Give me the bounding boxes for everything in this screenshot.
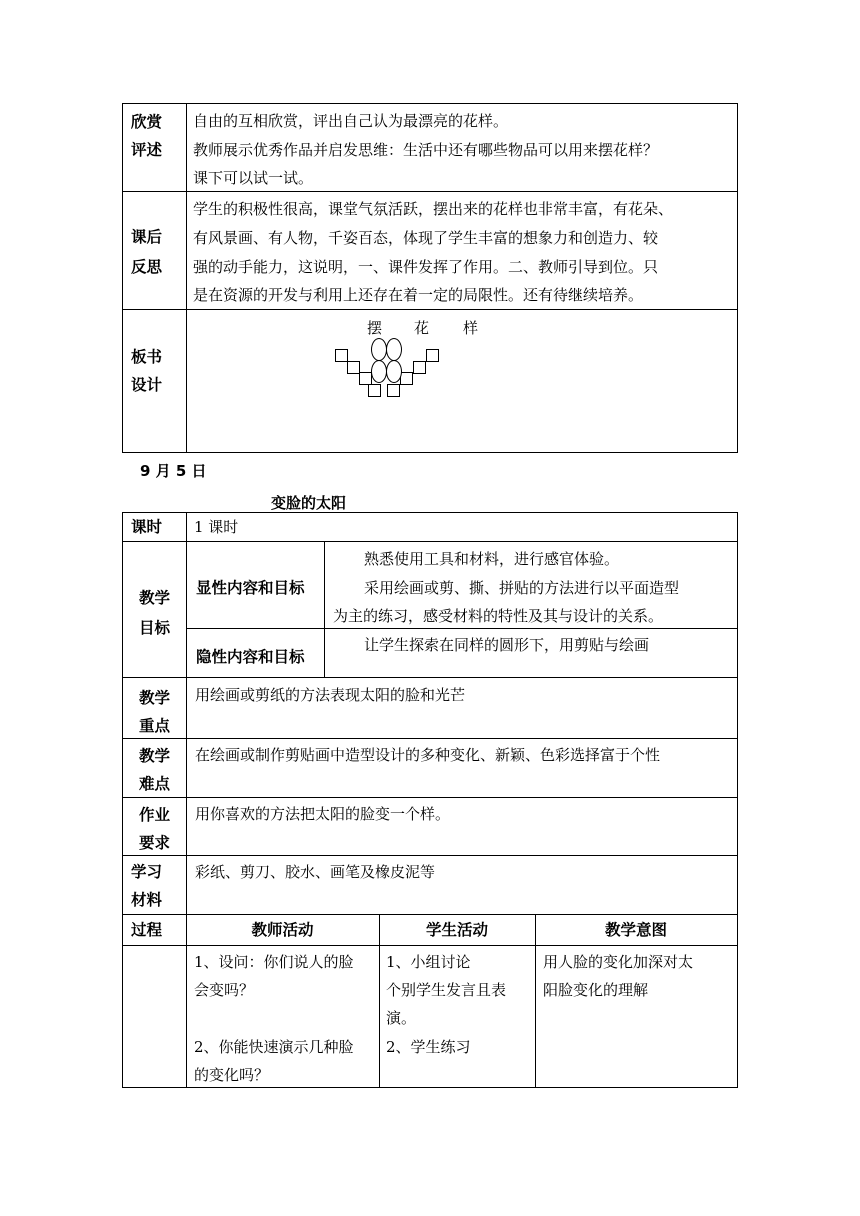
label-line: 教学 xyxy=(139,747,171,765)
explicit-goals-label: 显性内容和目标 xyxy=(196,579,305,597)
student-activity-header: 学生活动 xyxy=(425,921,488,939)
teaching-intent-header: 教学意图 xyxy=(604,921,667,939)
text-line: 会变吗？ xyxy=(194,981,255,999)
oval-shape xyxy=(371,360,387,383)
title-char: 样 xyxy=(463,319,479,337)
label-line: 设计 xyxy=(131,376,163,394)
label-line: 要求 xyxy=(139,834,171,852)
key-value: 用绘画或剪纸的方法表现太阳的脸和光芒 xyxy=(195,686,466,704)
homework-value: 用你喜欢的方法把太阳的脸变一个样。 xyxy=(195,805,451,823)
label-line: 重点 xyxy=(139,717,171,735)
date-text: 9 月 5 日 xyxy=(140,462,207,480)
label-line: 评述 xyxy=(131,141,163,159)
text-line: 教师展示优秀作品并启发思维：生活中还有哪些物品可以用来摆花样？ xyxy=(193,141,659,159)
square-shape xyxy=(368,384,381,397)
title-char: 摆 xyxy=(367,319,383,337)
text-line: 1、设问：你们说人的脸 xyxy=(194,953,354,971)
text-line: 采用绘画或剪、撕、拼贴的方法进行以平面造型 xyxy=(364,579,680,597)
square-shape xyxy=(400,372,413,385)
square-shape xyxy=(426,349,439,362)
text-line: 是在资源的开发与利用上还存在着一定的局限性。还有待继续培养。 xyxy=(193,286,644,304)
text-line: 课下可以试一试。 xyxy=(193,169,314,187)
text-line: 学生的积极性很高，课堂气氛活跃，摆出来的花样也非常丰富，有花朵、 xyxy=(193,200,674,218)
text-line: 自由的互相欣赏，评出自己认为最漂亮的花样。 xyxy=(193,112,509,130)
period-label: 课时 xyxy=(131,518,163,536)
text-line: 熟悉使用工具和材料，进行感官体验。 xyxy=(364,550,620,568)
label-line: 课后 xyxy=(131,228,163,246)
oval-shape xyxy=(386,360,402,383)
square-shape xyxy=(413,361,426,374)
label-line: 材料 xyxy=(131,891,163,909)
label-line: 难点 xyxy=(139,775,171,793)
oval-shape xyxy=(386,338,402,361)
implicit-goals-label: 隐性内容和目标 xyxy=(196,648,305,666)
text-line: 演。 xyxy=(386,1009,417,1027)
text-line: 1、小组讨论 xyxy=(386,953,471,971)
label-line: 欣赏 xyxy=(131,113,163,131)
label-line: 学习 xyxy=(131,863,163,881)
label-line: 板书 xyxy=(131,348,163,366)
text-line: 为主的练习，感受材料的特性及其与设计的关系。 xyxy=(333,607,664,625)
implicit-goals-text: 让学生探索在同样的圆形下，用剪贴与绘画 xyxy=(364,636,650,654)
text-line: 2、学生练习 xyxy=(386,1038,471,1056)
title-char: 花 xyxy=(414,319,430,337)
difficulty-value: 在绘画或制作剪贴画中造型设计的多种变化、新颖、色彩选择富于个性 xyxy=(195,746,661,764)
label-line: 教学 xyxy=(139,589,171,607)
label-line: 目标 xyxy=(139,619,171,637)
text-line: 个别学生发言且表 xyxy=(386,981,507,999)
period-value: 1 课时 xyxy=(194,518,239,536)
text-line: 有风景画、有人物，千姿百态，体现了学生丰富的想象力和创造力、较 xyxy=(193,229,659,247)
materials-value: 彩纸、剪刀、胶水、画笔及橡皮泥等 xyxy=(195,863,436,881)
lesson-title: 变脸的太阳 xyxy=(271,494,347,512)
text-line: 用人脸的变化加深对太 xyxy=(543,953,694,971)
label-line: 反思 xyxy=(131,258,163,276)
process-header: 过程 xyxy=(131,921,163,939)
text-line: 的变化吗？ xyxy=(194,1066,270,1084)
text-line: 强的动手能力，这说明，一、课件发挥了作用。二、教师引导到位。只 xyxy=(193,258,659,276)
text-line: 阳脸变化的理解 xyxy=(543,981,649,999)
text-line: 2、你能快速演示几种脸 xyxy=(194,1038,354,1056)
square-shape xyxy=(387,384,400,397)
teacher-activity-header: 教师活动 xyxy=(251,921,314,939)
label-line: 作业 xyxy=(139,806,171,824)
label-line: 教学 xyxy=(139,689,171,707)
oval-shape xyxy=(371,338,387,361)
